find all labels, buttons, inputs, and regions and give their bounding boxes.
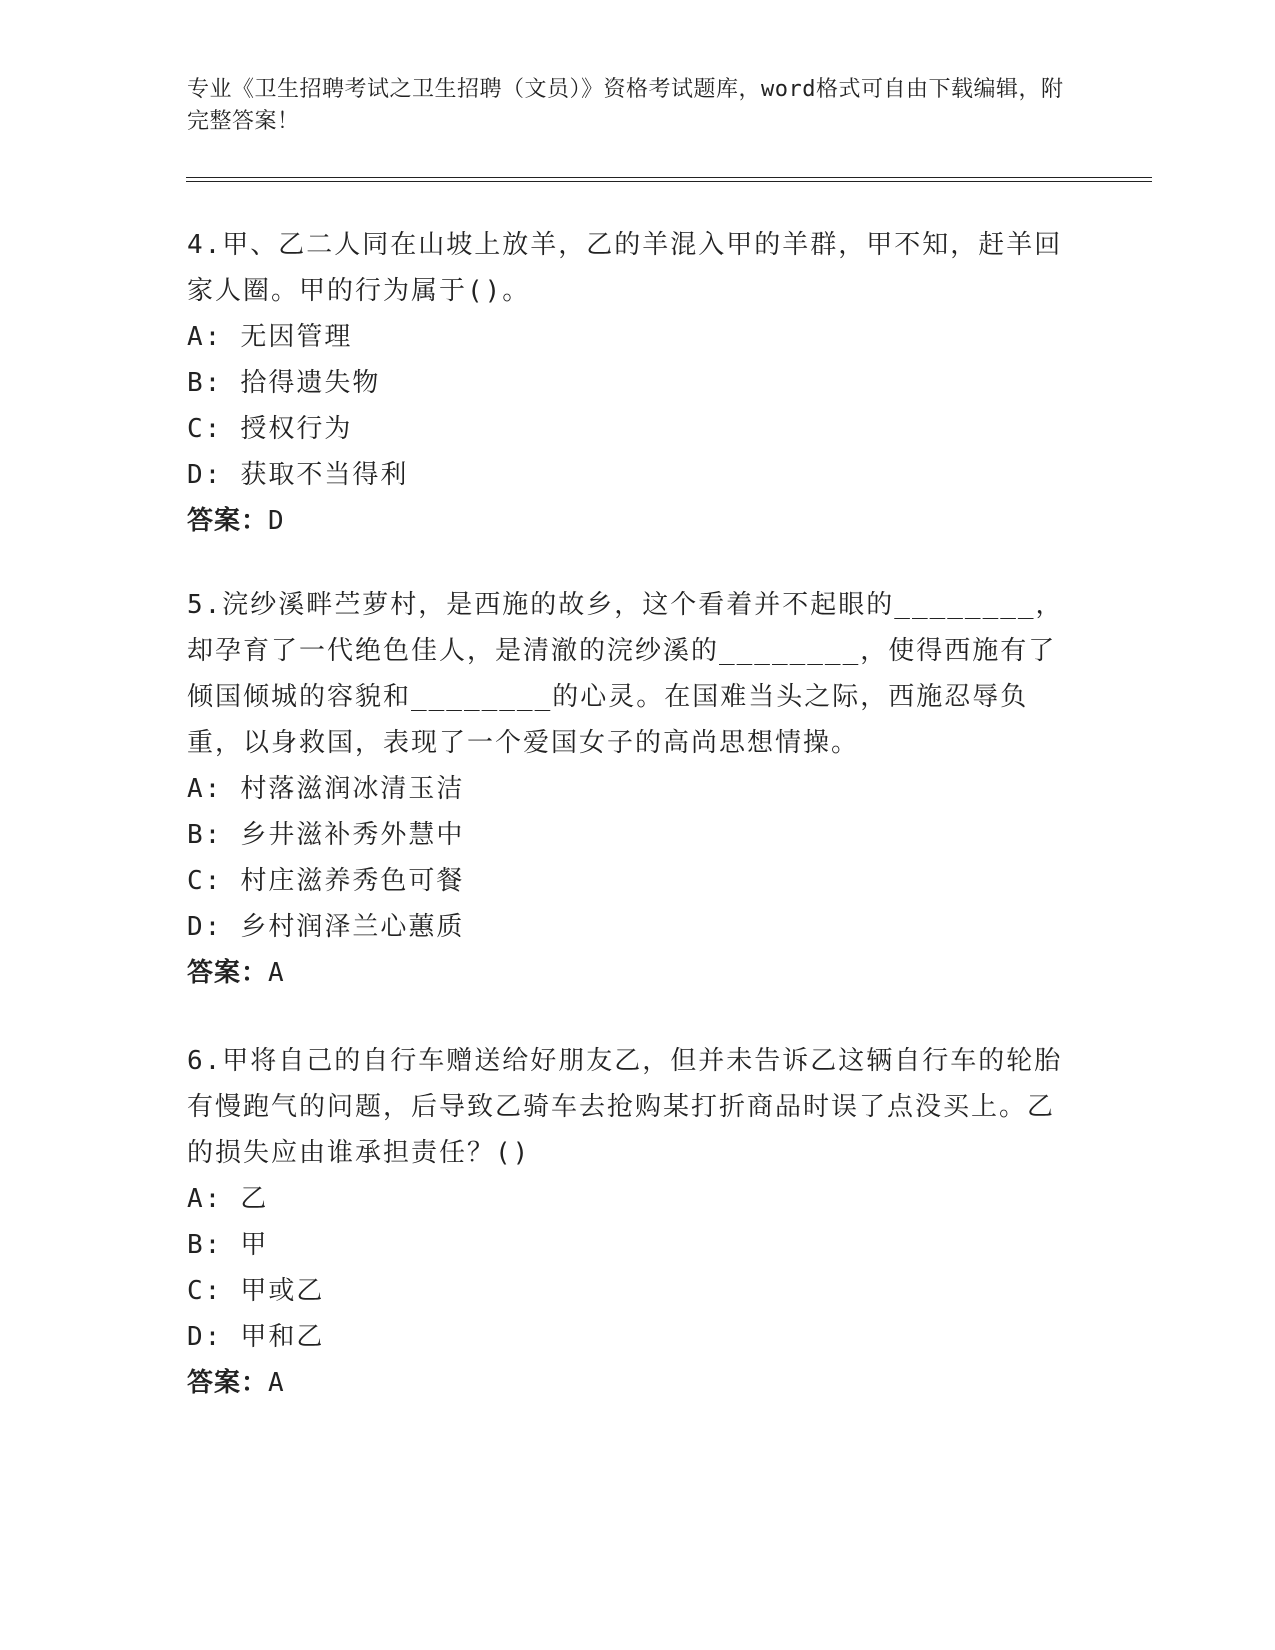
question-text: 4.甲、乙二人同在山坡上放羊，乙的羊混入甲的羊群，甲不知，赶羊回家人圈。甲的行为属于()。 xyxy=(187,230,1063,306)
answer-value: D xyxy=(268,506,285,536)
option-letter: D: xyxy=(187,1322,223,1352)
option-letter: A: xyxy=(187,774,223,804)
question-text: 5.浣纱溪畔苎萝村，是西施的故乡，这个看着并不起眼的________，却孕育了一代绝色佳人，是清澈的浣纱溪的________，使得西施有了倾国倾城的容貌和________的心灵。在国难当头之际，西施忍辱负重，以身救国，表现了一个爱国女子的高尚思想情操。 xyxy=(187,590,1064,758)
option-text: 甲 xyxy=(240,1230,269,1260)
option-a xyxy=(187,314,1067,360)
question-4 xyxy=(187,222,1067,544)
answer-value: A xyxy=(268,1368,285,1398)
option-d xyxy=(187,904,1067,950)
option-text: 拾得遗失物 xyxy=(240,368,381,398)
option-text: 甲或乙 xyxy=(240,1276,325,1306)
option-c xyxy=(187,858,1067,904)
question-text: 6.甲将自己的自行车赠送给好朋友乙，但并未告诉乙这辆自行车的轮胎有慢跑气的问题，后导致乙骑车去抢购某打折商品时误了点没买上。乙的损失应由谁承担责任？() xyxy=(187,1046,1063,1168)
option-letter: B: xyxy=(187,1230,223,1260)
option-a xyxy=(187,1176,1067,1222)
option-a xyxy=(187,766,1067,812)
option-letter: C: xyxy=(187,414,223,444)
answer-value: A xyxy=(268,958,285,988)
question-6 xyxy=(187,1038,1067,1406)
option-text: 甲和乙 xyxy=(240,1322,325,1352)
option-letter: C: xyxy=(187,1276,223,1306)
option-d xyxy=(187,452,1067,498)
option-text: 乡村润泽兰心蕙质 xyxy=(240,912,465,942)
option-text: 乡井滋补秀外慧中 xyxy=(240,820,465,850)
answer-label: 答案： xyxy=(187,1368,269,1398)
option-text: 村落滋润冰清玉洁 xyxy=(240,774,465,804)
option-text: 无因管理 xyxy=(240,322,353,352)
option-letter: B: xyxy=(187,368,223,398)
option-c xyxy=(187,1268,1067,1314)
header-divider xyxy=(186,177,1152,182)
option-b xyxy=(187,360,1067,406)
answer xyxy=(187,950,1067,996)
option-d xyxy=(187,1314,1067,1360)
option-text: 授权行为 xyxy=(240,414,353,444)
option-text: 获取不当得利 xyxy=(240,460,409,490)
option-letter: A: xyxy=(187,1184,223,1214)
option-text: 村庄滋养秀色可餐 xyxy=(240,866,465,896)
document-header: 专业《卫生招聘考试之卫生招聘（文员）》资格考试题库，word格式可自由下载编辑，附完整答案！ xyxy=(187,77,1064,134)
option-letter: B: xyxy=(187,820,223,850)
option-b xyxy=(187,1222,1067,1268)
question-5 xyxy=(187,582,1067,996)
answer-label: 答案： xyxy=(187,958,269,988)
option-letter: C: xyxy=(187,866,223,896)
answer xyxy=(187,1360,1067,1406)
option-letter: A: xyxy=(187,322,223,352)
option-text: 乙 xyxy=(240,1184,269,1214)
option-letter: D: xyxy=(187,460,223,490)
answer-label: 答案： xyxy=(187,506,269,536)
option-letter: D: xyxy=(187,912,223,942)
option-c xyxy=(187,406,1067,452)
option-b xyxy=(187,812,1067,858)
answer xyxy=(187,498,1067,544)
